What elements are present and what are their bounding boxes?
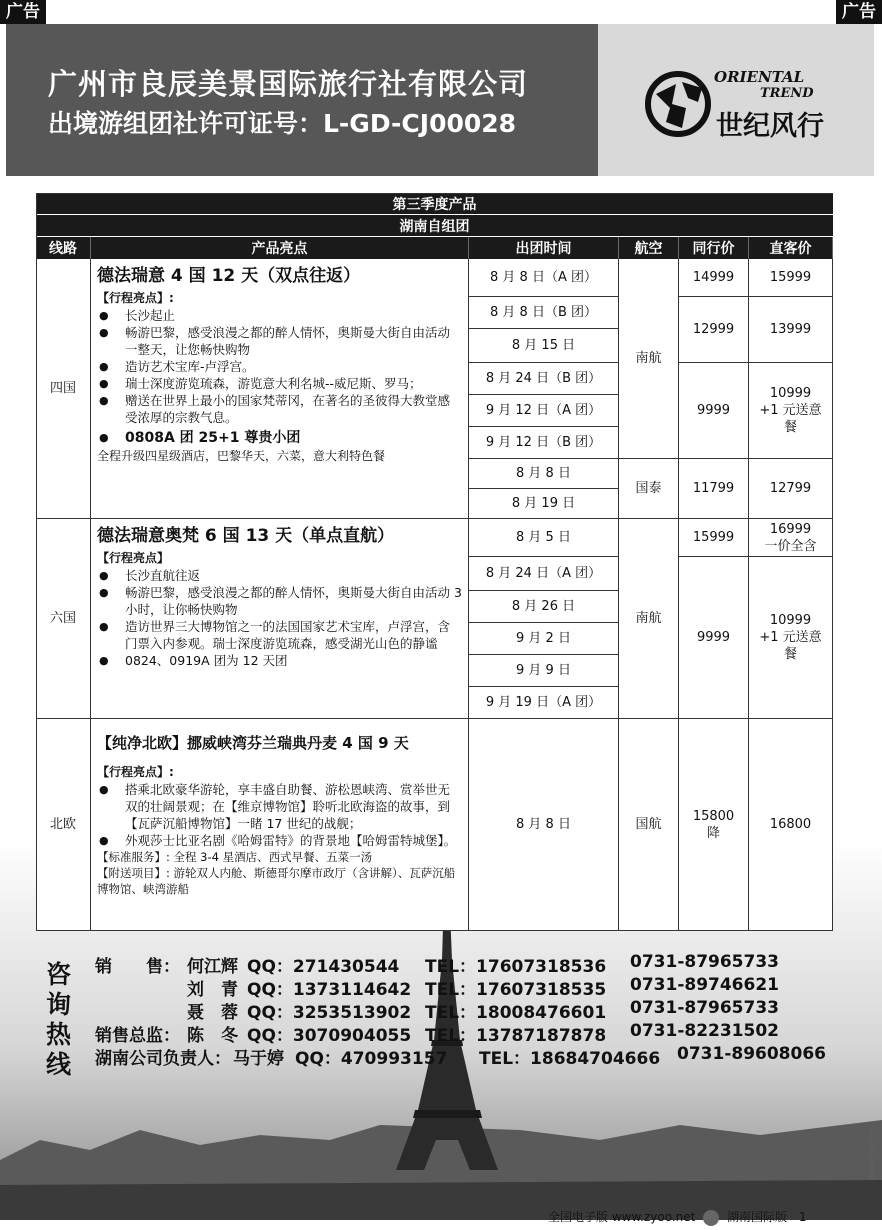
contact-name: 聂 蓉 <box>187 1003 238 1023</box>
date-cell: 8 月 24 日（A 团） <box>469 557 619 591</box>
contact-qq: QQ：470993157 <box>295 1049 448 1069</box>
contact-phone: 0731-87965733 <box>630 998 779 1018</box>
direct-price-cell: 16999 一价全含 <box>749 519 833 557</box>
direct-price-cell: 10999 +1 元送意 餐 <box>749 557 833 719</box>
globe-logo-icon <box>642 64 714 144</box>
list-item: ● 搭乘北欧豪华游轮，享丰盛自助餐、游松恩峡湾、赏举世无双的壮阔景观；在【维京博物馆】聆听北欧海盗的故事，到【瓦萨沉船博物馆】一睹 17 世纪的战舰； <box>97 781 462 832</box>
contact-row <box>95 975 875 998</box>
contact-qq: QQ：271430544 <box>247 957 400 977</box>
date-cell: 9 月 2 日 <box>469 623 619 655</box>
date-cell: 8 月 8 日（A 团） <box>469 259 619 297</box>
contact-phone: 0731-89608066 <box>677 1044 826 1064</box>
ad-tag-right: 广告 <box>836 0 882 24</box>
col-header-route: 线路 <box>36 237 91 259</box>
newspaper-badge-icon <box>703 1210 719 1226</box>
contact-tel: TEL：18684704666 <box>479 1049 661 1069</box>
peer-price-cell: 9999 <box>679 363 749 459</box>
list-item: ● 造访艺术宝库-卢浮宫。 <box>97 358 462 375</box>
date-cell: 9 月 19 日（A 团） <box>469 687 619 719</box>
airline-cell: 国航 <box>619 719 679 931</box>
highlights-list <box>97 307 462 448</box>
contact-row <box>95 1021 875 1044</box>
page-footer <box>548 1208 807 1226</box>
contact-name: 马于婷 <box>233 1049 284 1069</box>
footer-edition: 全国电子版 www.zyoo.net <box>548 1210 696 1224</box>
contact-name: 陈 冬 <box>187 1026 238 1046</box>
list-item: ● 外观莎士比亚名剧《哈姆雷特》的背景地【哈姆雷特城堡】。 <box>97 832 462 849</box>
product-title: 【纯净北欧】挪威峡湾芬兰瑞典丹麦 4 国 9 天 <box>97 734 409 752</box>
contact-tel: TEL：18008476601 <box>425 1003 607 1023</box>
group-banner: 湖南自组团 <box>36 215 833 237</box>
date-cell: 8 月 8 日（B 团） <box>469 297 619 329</box>
side-disclaimer: 本广告由广告客户提供 <box>868 1130 874 1180</box>
contact-name: 刘 青 <box>187 980 238 1000</box>
hotline-title: 咨询热线 <box>46 960 72 1079</box>
contact-row <box>95 952 875 975</box>
ad-tag-left: 广告 <box>0 0 46 24</box>
hotline-list <box>95 952 875 1067</box>
list-item: ● 0824、0919A 团为 12 天团 <box>97 652 462 669</box>
logo-chinese: 世纪风行 <box>716 111 824 142</box>
date-cell: 8 月 8 日 <box>469 459 619 489</box>
contact-row <box>95 1044 875 1067</box>
contact-phone: 0731-82231502 <box>630 1021 779 1041</box>
highlights-tag: 【行程亮点】: <box>97 291 174 305</box>
contact-qq: QQ：3253513902 <box>247 1003 412 1023</box>
brand-logo <box>642 64 842 144</box>
date-cell: 9 月 12 日（B 团） <box>469 427 619 459</box>
product-table <box>36 193 833 931</box>
date-cell: 8 月 15 日 <box>469 329 619 363</box>
col-header-peer-price: 同行价 <box>679 237 749 259</box>
standard-service: 【标准服务】: 全程 3-4 星酒店、西式早餐、五菜一汤 <box>97 850 373 864</box>
route-cell: 四国 <box>36 259 91 519</box>
col-header-airline: 航空 <box>619 237 679 259</box>
product-highlights-cell <box>91 719 469 931</box>
airline-cell: 南航 <box>619 259 679 459</box>
list-item: ● 造访世界三大博物馆之一的法国国家艺术宝库，卢浮宫，含门票入内参观。瑞士深度游览琉森，感受湖光山色的静谧 <box>97 618 462 652</box>
peer-price-cell: 11799 <box>679 459 749 519</box>
contact-qq: QQ：3070904055 <box>247 1026 412 1046</box>
direct-price-cell: 15999 <box>749 259 833 297</box>
direct-price-cell: 16800 <box>749 719 833 931</box>
direct-price-cell: 10999 +1 元送意 餐 <box>749 363 833 459</box>
peer-price-cell: 15800 降 <box>679 719 749 931</box>
logo-english-1: ORIENTAL <box>714 68 805 86</box>
contact-phone: 0731-87965733 <box>630 952 779 972</box>
airline-cell: 国泰 <box>619 459 679 519</box>
contact-role: 销 售： <box>95 957 180 977</box>
product-highlights-cell <box>91 519 469 719</box>
list-item: ● 畅游巴黎，感受浪漫之都的醉人情怀，奥斯曼大街自由活动 3 小时，让你畅快购物 <box>97 584 462 618</box>
header-banner <box>6 24 874 176</box>
route-cell: 六国 <box>36 519 91 719</box>
date-cell: 8 月 8 日 <box>469 719 619 931</box>
product-highlights-cell <box>91 259 469 519</box>
footer-section: 湖南国际版 <box>727 1210 788 1224</box>
peer-price-cell: 12999 <box>679 297 749 363</box>
date-cell: 9 月 12 日（A 团） <box>469 395 619 427</box>
product-title: 德法瑞意奥梵 6 国 13 天（单点直航） <box>97 526 395 546</box>
contact-name: 何江辉 <box>187 957 238 977</box>
contact-tel: TEL：17607318536 <box>425 957 607 977</box>
peer-price-cell: 9999 <box>679 557 749 719</box>
airline-cell: 南航 <box>619 519 679 719</box>
contact-qq: QQ：1373114642 <box>247 980 412 1000</box>
col-header-date: 出团时间 <box>469 237 619 259</box>
company-name: 广州市良辰美景国际旅行社有限公司 <box>48 67 529 101</box>
contact-tel: TEL：13787187878 <box>425 1026 607 1046</box>
contact-row <box>95 998 875 1021</box>
contact-role: 湖南公司负责人： <box>95 1049 231 1069</box>
highlights-tag: 【行程亮点】 <box>97 551 170 565</box>
col-header-direct-price: 直客价 <box>749 237 833 259</box>
highlights-tag: 【行程亮点】: <box>97 765 174 779</box>
contact-tel: TEL：17607318535 <box>425 980 607 1000</box>
highlights-list <box>97 567 462 669</box>
date-cell: 9 月 9 日 <box>469 655 619 687</box>
peer-price-cell: 15999 <box>679 519 749 557</box>
peer-price-cell: 14999 <box>679 259 749 297</box>
logo-english-2: TREND <box>760 86 814 101</box>
date-cell: 8 月 19 日 <box>469 489 619 519</box>
page-number: 1 <box>798 1210 807 1224</box>
date-cell: 8 月 26 日 <box>469 591 619 623</box>
date-cell: 8 月 5 日 <box>469 519 619 557</box>
list-item: ● 瑞士深度游览琉森，游览意大利名城--威尼斯、罗马； <box>97 375 462 392</box>
license-number: 出境游组团社许可证号：L-GD-CJ00028 <box>48 109 517 138</box>
list-item: ● 0808A 团 25+1 尊贵小团 <box>97 428 462 448</box>
date-cell: 8 月 24 日（B 团） <box>469 363 619 395</box>
list-item: ● 长沙起止 <box>97 307 462 324</box>
hotel-note: 全程升级四星级酒店，巴黎华天，六菜，意大利特色餐 <box>97 449 386 463</box>
extra-items: 【附送项目】: 游轮双人内舱、斯德哥尔摩市政厅（含讲解）、瓦萨沉船博物馆、峡湾游船 <box>97 866 456 896</box>
list-item: ● 畅游巴黎，感受浪漫之都的醉人情怀，奥斯曼大街自由活动一整天，让您畅快购物 <box>97 324 462 358</box>
list-item: ● 长沙直航往返 <box>97 567 462 584</box>
list-item: ● 赠送在世界上最小的国家梵蒂冈，在著名的圣彼得大教堂感受浓厚的宗教气息。 <box>97 392 462 426</box>
route-cell: 北欧 <box>36 719 91 931</box>
season-banner: 第三季度产品 <box>36 193 833 215</box>
contact-phone: 0731-89746621 <box>630 975 779 995</box>
highlights-list <box>97 781 462 849</box>
direct-price-cell: 12799 <box>749 459 833 519</box>
direct-price-cell: 13999 <box>749 297 833 363</box>
product-title: 德法瑞意 4 国 12 天（双点往返） <box>97 266 361 286</box>
contact-role: 销售总监： <box>95 1026 180 1046</box>
col-header-highlights: 产品亮点 <box>91 237 469 259</box>
